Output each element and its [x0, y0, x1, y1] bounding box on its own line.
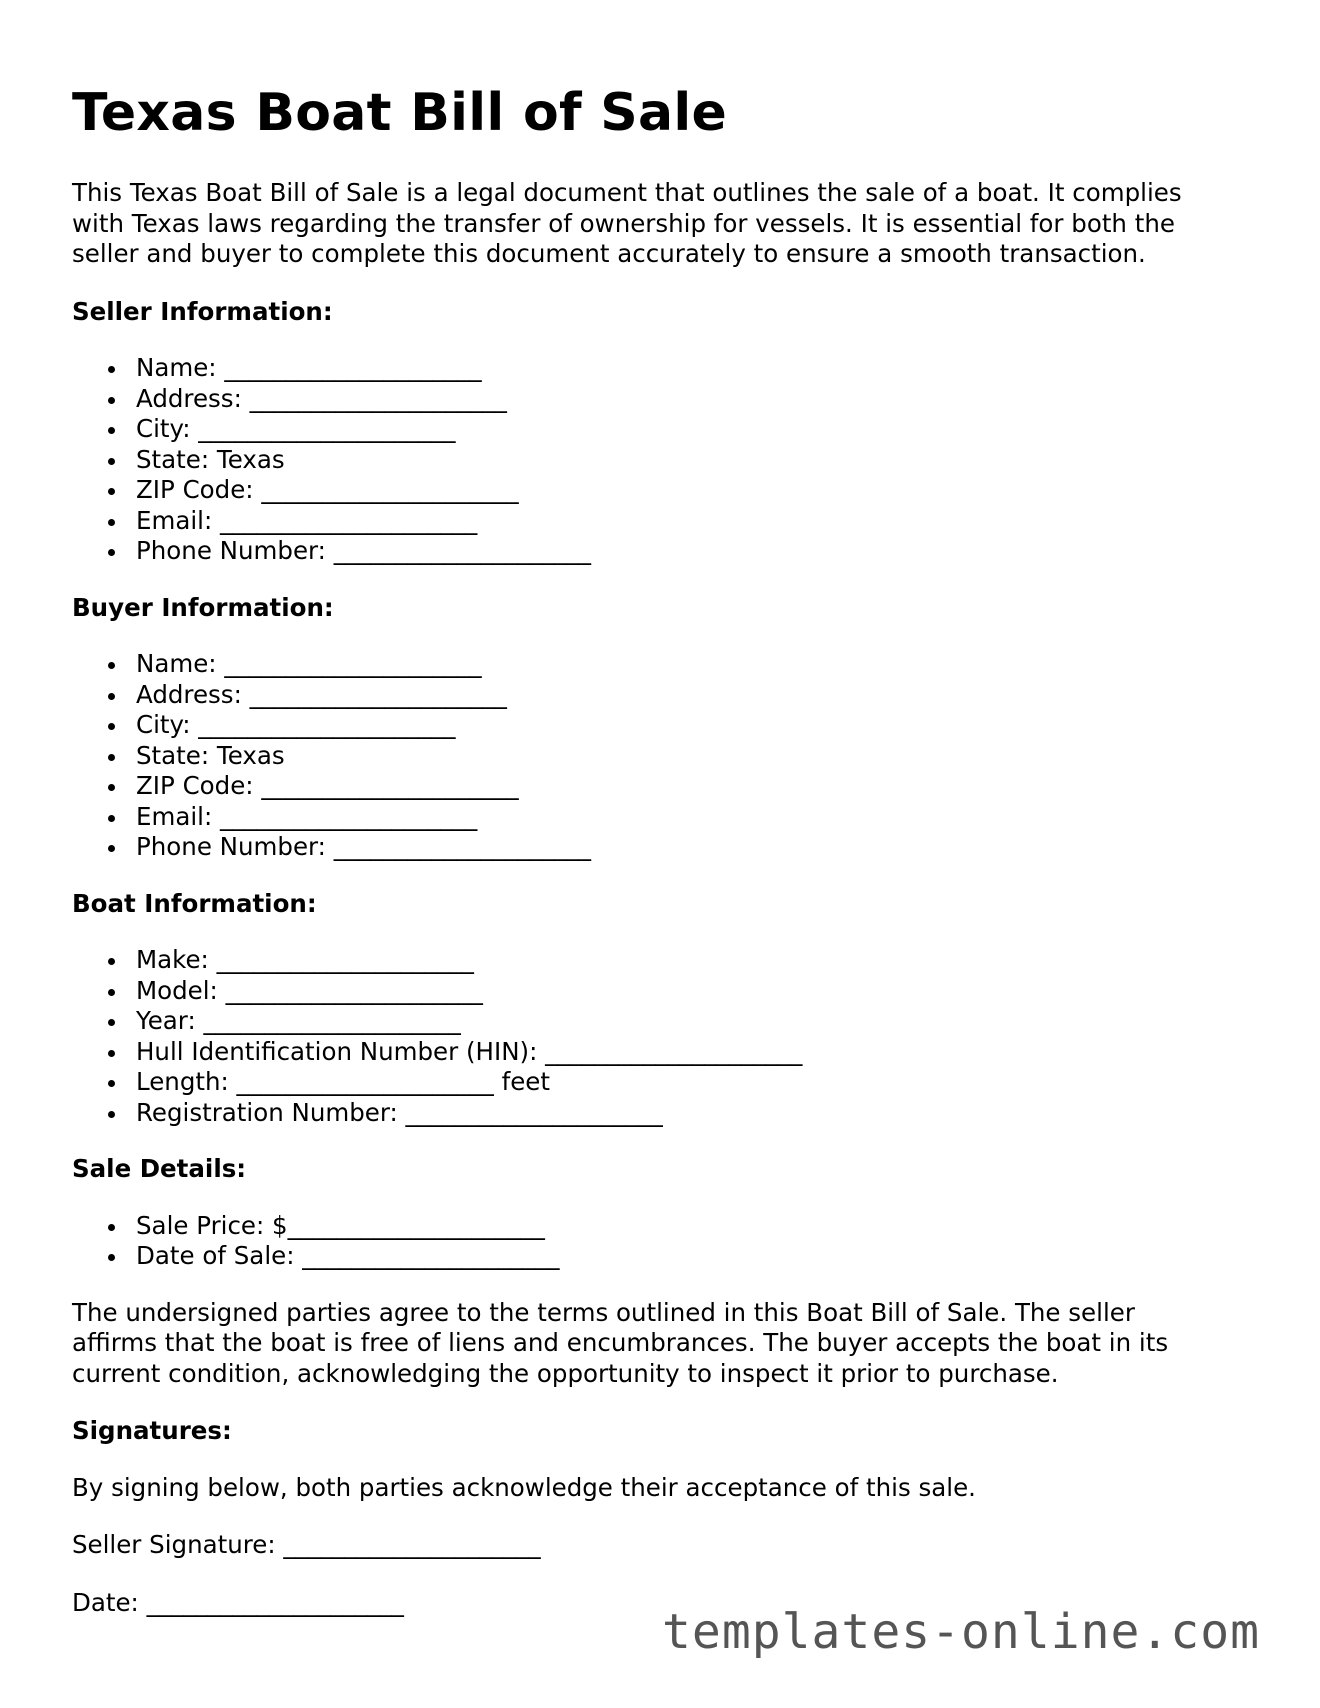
- buyer-address-field: Address: _____________________: [136, 680, 1252, 711]
- signatures-section-heading: Signatures:: [72, 1416, 232, 1446]
- buyer-section-heading: Buyer Information:: [72, 592, 334, 622]
- boat-registration-field: Registration Number: _____________________: [136, 1098, 1252, 1129]
- buyer-city-field: City: _____________________: [136, 710, 1252, 741]
- sale-date-field: Date of Sale: _____________________: [136, 1241, 1252, 1272]
- watermark: templates-online.com: [662, 1604, 1260, 1660]
- seller-name-field: Name: _____________________: [136, 353, 1252, 384]
- signatures-statement: By signing below, both parties acknowledge their acceptance of this sale.: [72, 1472, 976, 1502]
- seller-state-field: State: Texas: [136, 445, 1252, 476]
- page-title: Texas Boat Bill of Sale: [72, 83, 728, 143]
- buyer-zip-field: ZIP Code: _____________________: [136, 771, 1252, 802]
- sale-price-field: Sale Price: $_____________________: [136, 1211, 1252, 1242]
- document-body: [72, 82, 1252, 1645]
- seller-section-heading: Seller Information:: [72, 296, 333, 326]
- seller-email-field: Email: _____________________: [136, 506, 1252, 537]
- boat-make-field: Make: _____________________: [136, 945, 1252, 976]
- boat-model-field: Model: _____________________: [136, 976, 1252, 1007]
- boat-info-list: [72, 945, 1252, 1128]
- boat-hin-field: Hull Identification Number (HIN): _____________________: [136, 1037, 1252, 1068]
- seller-city-field: City: _____________________: [136, 414, 1252, 445]
- seller-zip-field: ZIP Code: _____________________: [136, 475, 1252, 506]
- sale-section-heading: Sale Details:: [72, 1154, 247, 1184]
- intro-paragraph: This Texas Boat Bill of Sale is a legal document that outlines the sale of a boat. It complies with Texas laws regarding the transfer of ownership for vessels. It is essential for both the seller and buyer to complete this document accurately to ensure a smooth transaction.: [72, 178, 1182, 269]
- seller-info-list: [72, 353, 1252, 567]
- buyer-email-field: Email: _____________________: [136, 802, 1252, 833]
- buyer-name-field: Name: _____________________: [136, 649, 1252, 680]
- boat-year-field: Year: _____________________: [136, 1006, 1252, 1037]
- signature-date-field: Date: _____________________: [72, 1587, 404, 1617]
- boat-length-field: Length: _____________________ feet: [136, 1067, 1252, 1098]
- agreement-paragraph: The undersigned parties agree to the terms outlined in this Boat Bill of Sale. The seller affirms that the boat is free of liens and encumbrances. The buyer accepts the boat in its current condition, acknowledging the opportunity to inspect it prior to purchase.: [72, 1297, 1169, 1388]
- seller-signature-field: Seller Signature: _____________________: [72, 1530, 541, 1560]
- seller-phone-field: Phone Number: _____________________: [136, 536, 1252, 567]
- boat-section-heading: Boat Information:: [72, 888, 317, 918]
- buyer-info-list: [72, 649, 1252, 863]
- buyer-phone-field: Phone Number: _____________________: [136, 832, 1252, 863]
- seller-address-field: Address: _____________________: [136, 384, 1252, 415]
- sale-details-list: [72, 1211, 1252, 1272]
- buyer-state-field: State: Texas: [136, 741, 1252, 772]
